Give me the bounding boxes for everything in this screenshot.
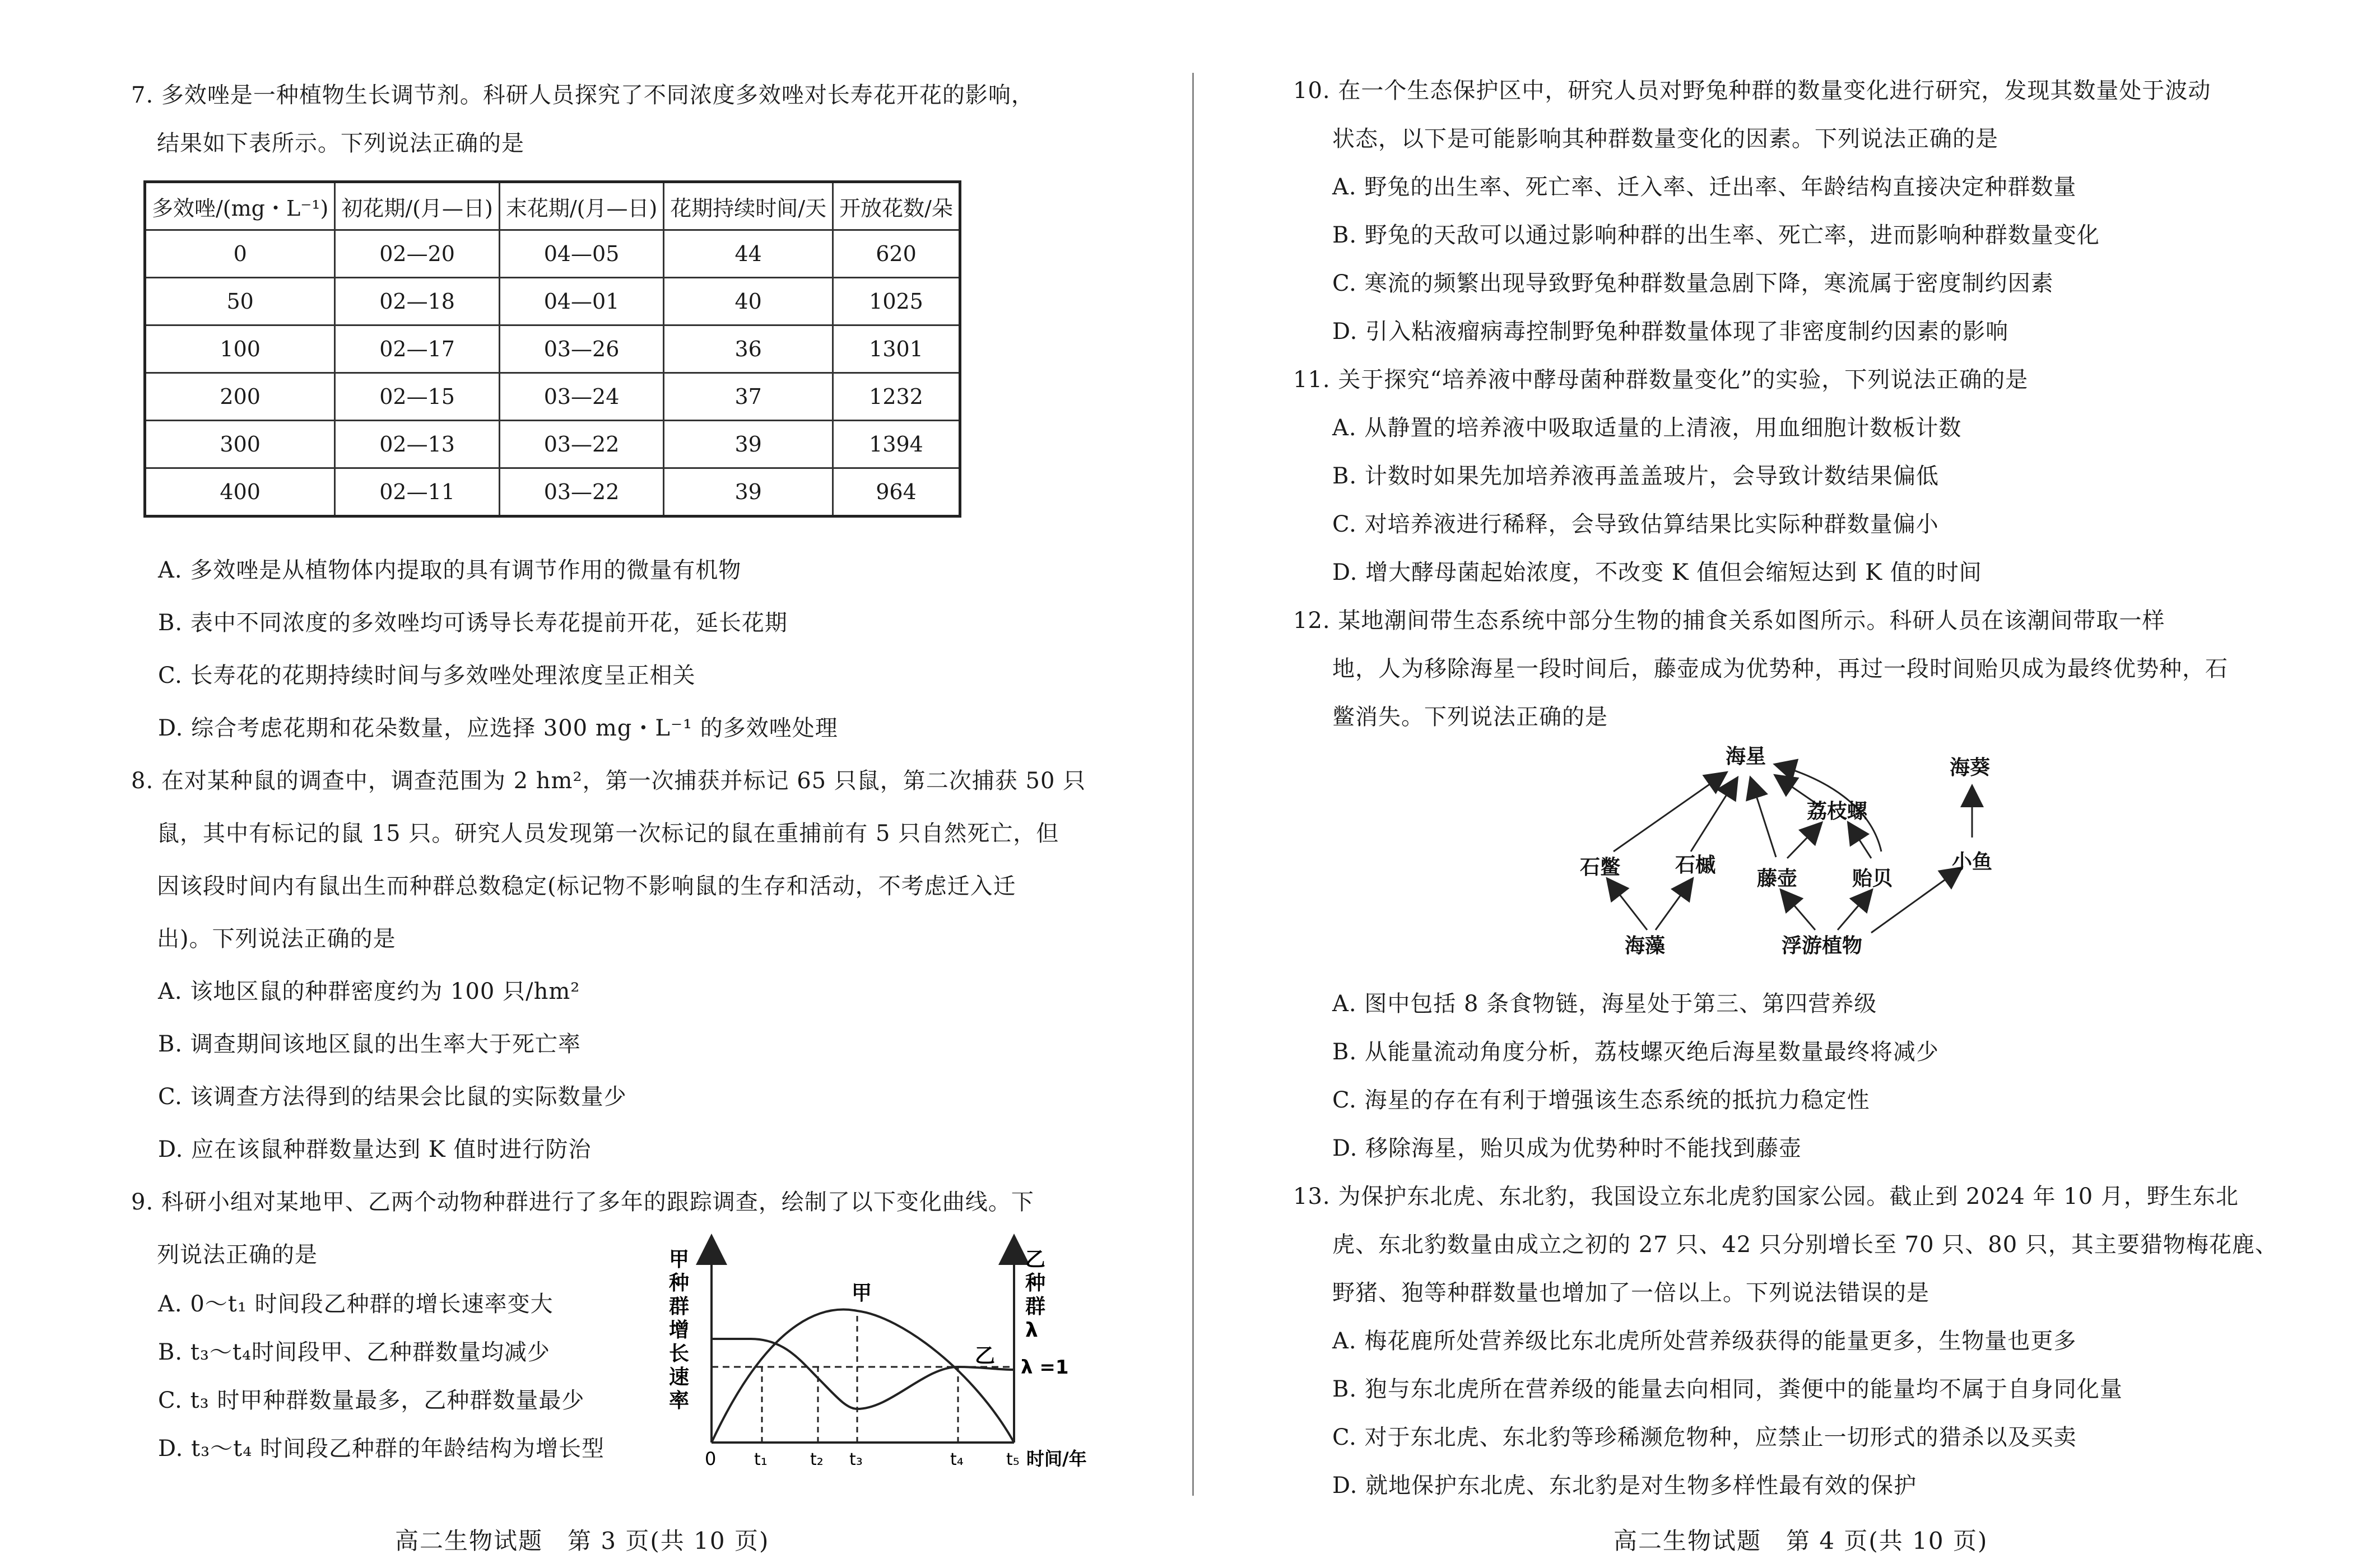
table-cell: 02—13 <box>335 421 499 468</box>
q8-option-d[interactable]: D. 应在该鼠种群数量达到 K 值时进行防治 <box>158 1137 592 1162</box>
q9-option-b[interactable]: B. t₃～t₄时间段甲、乙种群数量均减少 <box>158 1339 551 1365</box>
q7-stem-line1: 7. 多效唑是一种植物生长调节剂。科研人员探究了不同浓度多效唑对长寿花开花的影响， <box>131 82 1034 108</box>
table-cell: 04—05 <box>499 230 663 278</box>
table-cell: 620 <box>833 230 960 278</box>
q8-stem-line3: 因该段时间内有鼠出生而种群总数稳定(标记物不影响鼠的生存和活动，不考虑迁入迁 <box>157 873 1016 899</box>
table-cell: 964 <box>833 468 960 517</box>
arrow-plankton-barnacle <box>1782 891 1815 930</box>
table-header: 末花期/(月—日) <box>499 182 663 230</box>
table-header: 花期持续时间/天 <box>664 182 833 230</box>
tick-label: t₄ <box>950 1450 964 1469</box>
table-cell: 1025 <box>833 278 960 325</box>
q11-stem: 11. 关于探究“培养液中酵母菌种群数量变化”的实验，下列说法正确的是 <box>1293 367 2029 393</box>
q12-stem-line3: 鳖消失。下列说法正确的是 <box>1332 704 1608 730</box>
q12-option-c[interactable]: C. 海星的存在有利于增强该生态系统的抵抗力稳定性 <box>1332 1087 1870 1113</box>
table-cell: 44 <box>664 230 833 278</box>
table-cell: 36 <box>664 325 833 373</box>
origin-label: 0 <box>705 1448 717 1469</box>
q13-option-d[interactable]: D. 就地保护东北虎、东北豹是对生物多样性最有效的保护 <box>1332 1473 1917 1499</box>
tick-label: t₃ <box>849 1450 863 1469</box>
table-row <box>145 373 960 421</box>
table-cell: 39 <box>664 468 833 517</box>
table-row <box>145 421 960 468</box>
q7-table <box>143 180 961 518</box>
q10-stem-line2: 状态，以下是可能影响其种群数量变化的因素。下列说法正确的是 <box>1332 126 1998 152</box>
tick-label: t₂ <box>810 1450 824 1469</box>
table-cell: 02—20 <box>335 230 499 278</box>
y-left-label: 甲种群增长速率 <box>669 1248 690 1412</box>
table-cell: 03—22 <box>499 421 663 468</box>
q10-option-d[interactable]: D. 引入粘液瘤病毒控制野兔种群数量体现了非密度制约因素的影响 <box>1332 319 2009 345</box>
q7-stem-line2: 结果如下表所示。下列说法正确的是 <box>157 131 524 156</box>
table-cell: 1232 <box>833 373 960 421</box>
q10-option-a[interactable]: A. 野兔的出生率、死亡率、迁入率、迁出率、年龄结构直接决定种群数量 <box>1332 174 2077 200</box>
table-cell: 1301 <box>833 325 960 373</box>
node-limpet: 石槭 <box>1675 854 1716 877</box>
table-header: 开放花数/朵 <box>833 182 960 230</box>
q8-stem-line4: 出)。下列说法正确的是 <box>157 926 396 952</box>
arrow-mussel-whelk <box>1849 823 1871 858</box>
q9-option-d[interactable]: D. t₃～t₄ 时间段乙种群的年龄结构为增长型 <box>158 1436 605 1462</box>
node-starfish: 海星 <box>1726 745 1766 768</box>
q11-option-d[interactable]: D. 增大酵母菌起始浓度，不改变 K 值但会缩短达到 K 值的时间 <box>1332 560 1982 585</box>
table-cell: 50 <box>145 278 335 325</box>
arrow-limpet-starfish <box>1691 779 1737 852</box>
q8-option-b[interactable]: B. 调查期间该地区鼠的出生率大于死亡率 <box>158 1031 581 1057</box>
q12-option-b[interactable]: B. 从能量流动角度分析，荔枝螺灭绝后海星数量最终将减少 <box>1332 1039 1939 1065</box>
table-cell: 40 <box>664 278 833 325</box>
q8-option-c[interactable]: C. 该调查方法得到的结果会比鼠的实际数量少 <box>158 1084 627 1110</box>
arrow-plankton-mussel <box>1838 891 1871 930</box>
table-cell: 400 <box>145 468 335 517</box>
table-cell: 03—26 <box>499 325 663 373</box>
arrow-seaweed-chiton <box>1608 880 1647 930</box>
table-cell: 0 <box>145 230 335 278</box>
node-anemone: 海葵 <box>1950 756 1991 779</box>
q13-stem-line1: 13. 为保护东北虎、东北豹，我国设立东北虎豹国家公园。截止到 2024 年 10 月，野生东北 <box>1293 1184 2239 1209</box>
node-barnacle: 藤壶 <box>1757 867 1798 890</box>
table-header: 多效唑/(mg・L⁻¹) <box>145 182 335 230</box>
q9-stem-line1: 9. 科研小组对某地甲、乙两个动物种群进行了多年的跟踪调查，绘制了以下变化曲线。下 <box>131 1189 1034 1215</box>
table-header-row <box>145 182 960 230</box>
q8-stem-line2: 鼠，其中有标记的鼠 15 只。研究人员发现第一次标记的鼠在重捕前有 5 只自然死亡，但 <box>157 821 1059 846</box>
table-cell: 37 <box>664 373 833 421</box>
arrow-chiton-starfish <box>1614 773 1726 852</box>
table-cell: 02—18 <box>335 278 499 325</box>
q7-option-b[interactable]: B. 表中不同浓度的多效唑均可诱导长寿花提前开花，延长花期 <box>158 610 788 636</box>
q7-option-c[interactable]: C. 长寿花的花期持续时间与多效唑处理浓度呈正相关 <box>158 663 696 688</box>
q8-stem-line1: 8. 在对某种鼠的调查中，调查范围为 2 hm²，第一次捕获并标记 65 只鼠，第二次捕获 50 只 <box>131 768 1086 794</box>
q12-food-web <box>1557 739 2297 975</box>
q13-option-a[interactable]: A. 梅花鹿所处营养级比东北虎所处营养级获得的能量更多，生物量也更多 <box>1332 1328 2077 1354</box>
table-cell: 03—24 <box>499 373 663 421</box>
curve-yi-label: 乙 <box>975 1344 996 1367</box>
q13-option-b[interactable]: B. 狍与东北虎所在营养级的能量去向相同，粪便中的能量均不属于自身同化量 <box>1332 1376 2123 1402</box>
node-plankton: 浮游植物 <box>1782 934 1863 957</box>
q12-option-a[interactable]: A. 图中包括 8 条食物链，海星处于第三、第四营养级 <box>1332 991 1877 1017</box>
q9-stem-line2: 列说法正确的是 <box>157 1242 318 1268</box>
curve-jia-label: 甲 <box>852 1282 872 1305</box>
arrow-seaweed-limpet <box>1656 880 1692 930</box>
node-chiton: 石鳖 <box>1580 856 1621 879</box>
table-row <box>145 468 960 517</box>
node-mussel: 贻贝 <box>1852 867 1893 890</box>
q8-option-a[interactable]: A. 该地区鼠的种群密度约为 100 只/hm² <box>158 979 580 1004</box>
curve-jia <box>712 1310 1014 1443</box>
table-cell: 39 <box>664 421 833 468</box>
q7-option-a[interactable]: A. 多效唑是从植物体内提取的具有调节作用的微量有机物 <box>158 557 742 583</box>
page-divider <box>1192 73 1194 1496</box>
q13-stem-line3: 野猪、狍等种群数量也增加了一倍以上。下列说法错误的是 <box>1332 1280 1929 1306</box>
table-row <box>145 230 960 278</box>
q11-option-a[interactable]: A. 从静置的培养液中吸取适量的上清液，用血细胞计数板计数 <box>1332 415 1962 441</box>
q12-stem-line1: 12. 某地潮间带生态系统中部分生物的捕食关系如图所示。科研人员在该潮间带取一样 <box>1293 608 2165 634</box>
footer-left: 高二生物试题 第 3 页(共 10 页) <box>395 1527 770 1555</box>
node-whelk: 荔枝螺 <box>1807 800 1868 823</box>
y-right-label: 乙种群 λ <box>1025 1248 1046 1342</box>
q10-option-b[interactable]: B. 野兔的天敌可以通过影响种群的出生率、死亡率，进而影响种群数量变化 <box>1332 222 2100 248</box>
q9-graph <box>661 1232 1109 1473</box>
q11-option-c[interactable]: C. 对培养液进行稀释，会导致估算结果比实际种群数量偏小 <box>1332 511 1939 537</box>
node-fish: 小鱼 <box>1952 850 1993 873</box>
q7-option-d[interactable]: D. 综合考虑花期和花朵数量，应选择 300 mg・L⁻¹ 的多效唑处理 <box>158 715 838 741</box>
q9-option-c[interactable]: C. t₃ 时甲种群数量最多，乙种群数量最少 <box>158 1388 585 1413</box>
table-cell: 02—17 <box>335 325 499 373</box>
q9-option-a[interactable]: A. 0～t₁ 时间段乙种群的增长速率变大 <box>158 1291 554 1317</box>
table-cell: 1394 <box>833 421 960 468</box>
tick-label: t₅ <box>1006 1450 1020 1469</box>
table-header: 初花期/(月—日) <box>335 182 499 230</box>
tick-label: t₁ <box>754 1450 768 1469</box>
q12-stem-line2: 地，人为移除海星一段时间后，藤壶成为优势种，再过一段时间贻贝成为最终优势种，石 <box>1332 656 2228 682</box>
table-cell: 04—01 <box>499 278 663 325</box>
table-cell: 03—22 <box>499 468 663 517</box>
table-row <box>145 278 960 325</box>
arrow-barnacle-starfish <box>1751 779 1776 857</box>
table-row <box>145 325 960 373</box>
table-cell: 200 <box>145 373 335 421</box>
table-cell: 02—15 <box>335 373 499 421</box>
q11-option-b[interactable]: B. 计数时如果先加培养液再盖盖玻片，会导致计数结果偏低 <box>1332 463 1939 489</box>
footer-right: 高二生物试题 第 4 页(共 10 页) <box>1614 1527 1988 1555</box>
q10-stem-line1: 10. 在一个生态保护区中，研究人员对野兔种群的数量变化进行研究，发现其数量处于波动 <box>1293 78 2211 104</box>
q10-option-c[interactable]: C. 寒流的频繁出现导致野兔种群数量急剧下降，寒流属于密度制约因素 <box>1332 271 2054 296</box>
table-cell: 02—11 <box>335 468 499 517</box>
curve-yi <box>712 1339 1014 1409</box>
table-cell: 300 <box>145 421 335 468</box>
q12-option-d[interactable]: D. 移除海星，贻贝成为优势种时不能找到藤壶 <box>1332 1136 1802 1161</box>
q13-stem-line2: 虎、东北豹数量由成立之初的 27 只、42 只分别增长至 70 只、80 只，其主要猎物梅花鹿、 <box>1332 1232 2278 1258</box>
arrow-barnacle-whelk <box>1787 823 1821 858</box>
x-axis-label: 时间/年 <box>1026 1448 1087 1469</box>
q13-option-c[interactable]: C. 对于东北虎、东北豹等珍稀濒危物种，应禁止一切形式的猎杀以及买卖 <box>1332 1425 2077 1450</box>
lambda-label: λ =1 <box>1021 1356 1069 1379</box>
node-seaweed: 海藻 <box>1625 934 1666 957</box>
table-cell: 100 <box>145 325 335 373</box>
